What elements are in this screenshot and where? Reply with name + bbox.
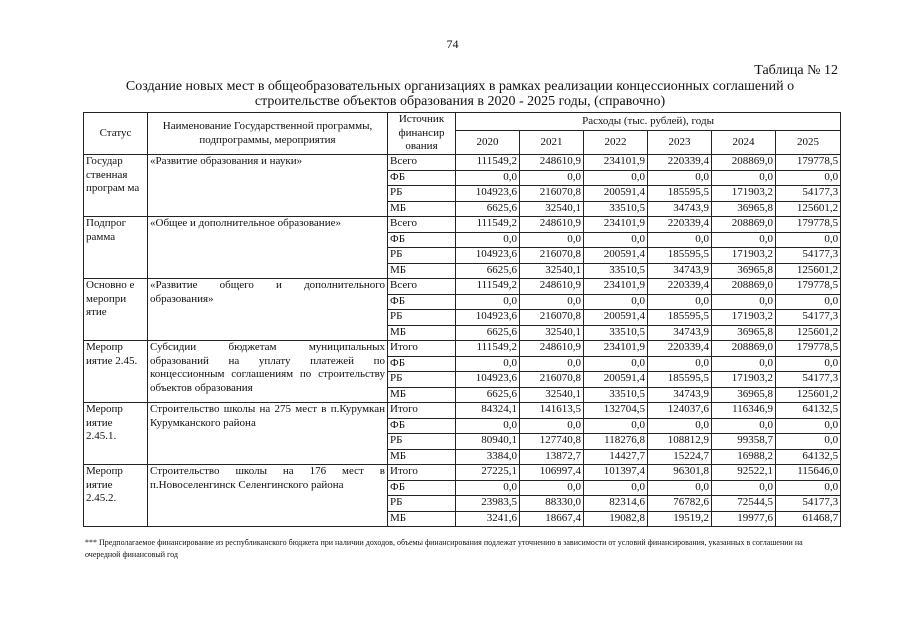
value-cell: 220339,4 — [648, 341, 712, 357]
value-cell: 171903,2 — [712, 372, 776, 388]
table-row — [84, 217, 841, 233]
value-cell: 36965,8 — [712, 325, 776, 341]
value-cell: 200591,4 — [584, 310, 648, 326]
value-cell: 0,0 — [584, 480, 648, 496]
value-cell: 127740,8 — [520, 434, 584, 450]
value-cell: 132704,5 — [584, 403, 648, 419]
value-cell: 54177,3 — [776, 248, 841, 264]
value-cell: 216070,8 — [520, 248, 584, 264]
source-cell: РБ — [388, 372, 456, 388]
value-cell: 216070,8 — [520, 186, 584, 202]
value-cell: 171903,2 — [712, 310, 776, 326]
value-cell: 99358,7 — [712, 434, 776, 450]
value-cell: 36965,8 — [712, 201, 776, 217]
value-cell: 220339,4 — [648, 155, 712, 171]
value-cell: 33510,5 — [584, 263, 648, 279]
source-cell: МБ — [388, 511, 456, 527]
value-cell: 104923,6 — [456, 372, 520, 388]
value-cell: 104923,6 — [456, 186, 520, 202]
table-row — [84, 155, 841, 171]
table-title: Создание новых мест в общеобразовательных организациях в рамках реализации концессионных соглашений о строительстве объектов образования в 2020 - 2025 годы, (справочно) — [125, 79, 795, 109]
value-cell: 54177,3 — [776, 496, 841, 512]
value-cell: 0,0 — [776, 418, 841, 434]
value-cell: 6625,6 — [456, 263, 520, 279]
table-number: Таблица № 12 — [754, 63, 838, 78]
value-cell: 220339,4 — [648, 217, 712, 233]
value-cell: 234101,9 — [584, 341, 648, 357]
value-cell: 6625,6 — [456, 201, 520, 217]
table-row — [84, 279, 841, 295]
value-cell: 3241,6 — [456, 511, 520, 527]
value-cell: 0,0 — [712, 232, 776, 248]
value-cell: 115646,0 — [776, 465, 841, 481]
value-cell: 0,0 — [520, 294, 584, 310]
header-year: 2021 — [520, 131, 584, 155]
value-cell: 0,0 — [776, 294, 841, 310]
value-cell: 208869,0 — [712, 279, 776, 295]
source-cell: МБ — [388, 449, 456, 465]
value-cell: 0,0 — [456, 356, 520, 372]
value-cell: 0,0 — [584, 170, 648, 186]
program-name-cell: «Общее и дополнительное образование» — [148, 217, 388, 279]
header-expenses: Расходы (тыс. рублей), годы — [456, 113, 841, 131]
source-cell: ФБ — [388, 356, 456, 372]
source-cell: ФБ — [388, 480, 456, 496]
value-cell: 0,0 — [776, 170, 841, 186]
value-cell: 0,0 — [712, 170, 776, 186]
source-cell: Итого — [388, 403, 456, 419]
value-cell: 216070,8 — [520, 310, 584, 326]
value-cell: 32540,1 — [520, 387, 584, 403]
value-cell: 116346,9 — [712, 403, 776, 419]
source-cell: ФБ — [388, 418, 456, 434]
source-cell: МБ — [388, 325, 456, 341]
value-cell: 208869,0 — [712, 341, 776, 357]
value-cell: 3384,0 — [456, 449, 520, 465]
value-cell: 185595,5 — [648, 186, 712, 202]
value-cell: 64132,5 — [776, 449, 841, 465]
value-cell: 92522,1 — [712, 465, 776, 481]
value-cell: 0,0 — [648, 294, 712, 310]
value-cell: 104923,6 — [456, 248, 520, 264]
value-cell: 0,0 — [776, 434, 841, 450]
value-cell: 19082,8 — [584, 511, 648, 527]
value-cell: 0,0 — [776, 232, 841, 248]
program-name-cell: Строительство школы на 176 мест в п.Новоселенгинск Селенгинского района — [148, 465, 388, 527]
table-row — [84, 403, 841, 419]
value-cell: 185595,5 — [648, 248, 712, 264]
value-cell: 125601,2 — [776, 387, 841, 403]
program-name-cell: Строительство школы на 275 мест в п.Курумкан Курумканского района — [148, 403, 388, 465]
value-cell: 200591,4 — [584, 372, 648, 388]
value-cell: 19977,6 — [712, 511, 776, 527]
value-cell: 179778,5 — [776, 279, 841, 295]
value-cell: 0,0 — [520, 356, 584, 372]
value-cell: 208869,0 — [712, 155, 776, 171]
value-cell: 32540,1 — [520, 201, 584, 217]
value-cell: 0,0 — [776, 480, 841, 496]
value-cell: 0,0 — [456, 232, 520, 248]
value-cell: 19519,2 — [648, 511, 712, 527]
value-cell: 0,0 — [456, 294, 520, 310]
value-cell: 34743,9 — [648, 263, 712, 279]
table-row — [84, 465, 841, 481]
header-year: 2020 — [456, 131, 520, 155]
source-cell: МБ — [388, 201, 456, 217]
value-cell: 141613,5 — [520, 403, 584, 419]
value-cell: 82314,6 — [584, 496, 648, 512]
value-cell: 0,0 — [584, 232, 648, 248]
source-cell: РБ — [388, 248, 456, 264]
value-cell: 88330,0 — [520, 496, 584, 512]
value-cell: 0,0 — [584, 418, 648, 434]
value-cell: 248610,9 — [520, 279, 584, 295]
header-year: 2023 — [648, 131, 712, 155]
source-cell: МБ — [388, 263, 456, 279]
value-cell: 33510,5 — [584, 325, 648, 341]
value-cell: 234101,9 — [584, 217, 648, 233]
value-cell: 36965,8 — [712, 263, 776, 279]
status-cell: Меропр иятие 2.45.1. — [84, 403, 148, 465]
source-cell: РБ — [388, 434, 456, 450]
status-cell: Меропр иятие 2.45.2. — [84, 465, 148, 527]
value-cell: 36965,8 — [712, 387, 776, 403]
value-cell: 0,0 — [584, 356, 648, 372]
program-name-cell: «Развитие образования и науки» — [148, 155, 388, 217]
value-cell: 34743,9 — [648, 387, 712, 403]
source-cell: РБ — [388, 496, 456, 512]
value-cell: 111549,2 — [456, 279, 520, 295]
value-cell: 72544,5 — [712, 496, 776, 512]
value-cell: 185595,5 — [648, 372, 712, 388]
value-cell: 108812,9 — [648, 434, 712, 450]
value-cell: 248610,9 — [520, 155, 584, 171]
value-cell: 14427,7 — [584, 449, 648, 465]
value-cell: 33510,5 — [584, 201, 648, 217]
value-cell: 6625,6 — [456, 325, 520, 341]
value-cell: 54177,3 — [776, 186, 841, 202]
source-cell: Итого — [388, 465, 456, 481]
value-cell: 179778,5 — [776, 341, 841, 357]
value-cell: 0,0 — [776, 356, 841, 372]
value-cell: 80940,1 — [456, 434, 520, 450]
value-cell: 34743,9 — [648, 201, 712, 217]
source-cell: Всего — [388, 279, 456, 295]
source-cell: МБ — [388, 387, 456, 403]
value-cell: 16988,2 — [712, 449, 776, 465]
value-cell: 125601,2 — [776, 201, 841, 217]
value-cell: 0,0 — [648, 170, 712, 186]
table-row — [84, 341, 841, 357]
status-cell: Меропр иятие 2.45. — [84, 341, 148, 403]
footnote: *** Предполагаемое финансирование из республиканского бюджета при наличии доходов, объемы финансирования подлежат уточнению в зависимости от условий финансирования, указанных в соглашении на очередной финансовый год — [85, 538, 803, 559]
value-cell: 0,0 — [456, 418, 520, 434]
value-cell: 64132,5 — [776, 403, 841, 419]
value-cell: 111549,2 — [456, 155, 520, 171]
status-cell: Подпрог рамма — [84, 217, 148, 279]
value-cell: 111549,2 — [456, 217, 520, 233]
value-cell: 27225,1 — [456, 465, 520, 481]
value-cell: 23983,5 — [456, 496, 520, 512]
value-cell: 104923,6 — [456, 310, 520, 326]
value-cell: 33510,5 — [584, 387, 648, 403]
source-cell: ФБ — [388, 294, 456, 310]
value-cell: 124037,6 — [648, 403, 712, 419]
header-status: Статус — [84, 113, 148, 155]
value-cell: 0,0 — [520, 170, 584, 186]
value-cell: 0,0 — [520, 232, 584, 248]
header-name: Наименование Государственной программы, подпрограммы, мероприятия — [148, 113, 388, 155]
header-year: 2024 — [712, 131, 776, 155]
value-cell: 0,0 — [712, 418, 776, 434]
source-cell: ФБ — [388, 170, 456, 186]
value-cell: 171903,2 — [712, 186, 776, 202]
value-cell: 0,0 — [584, 294, 648, 310]
value-cell: 13872,7 — [520, 449, 584, 465]
status-cell: Основно е меропри ятие — [84, 279, 148, 341]
value-cell: 54177,3 — [776, 310, 841, 326]
value-cell: 111549,2 — [456, 341, 520, 357]
value-cell: 76782,6 — [648, 496, 712, 512]
value-cell: 208869,0 — [712, 217, 776, 233]
value-cell: 0,0 — [648, 480, 712, 496]
value-cell: 179778,5 — [776, 155, 841, 171]
value-cell: 0,0 — [648, 418, 712, 434]
value-cell: 0,0 — [520, 480, 584, 496]
value-cell: 15224,7 — [648, 449, 712, 465]
value-cell: 54177,3 — [776, 372, 841, 388]
value-cell: 61468,7 — [776, 511, 841, 527]
value-cell: 125601,2 — [776, 325, 841, 341]
value-cell: 220339,4 — [648, 279, 712, 295]
value-cell: 32540,1 — [520, 263, 584, 279]
value-cell: 0,0 — [712, 480, 776, 496]
header-year: 2022 — [584, 131, 648, 155]
program-name-cell: Субсидии бюджетам муниципальных образований на уплату платежей по концессионным соглашениям по строительству объектов образования — [148, 341, 388, 403]
value-cell: 34743,9 — [648, 325, 712, 341]
source-cell: ФБ — [388, 232, 456, 248]
value-cell: 185595,5 — [648, 310, 712, 326]
value-cell: 106997,4 — [520, 465, 584, 481]
page-number: 74 — [446, 37, 459, 51]
value-cell: 125601,2 — [776, 263, 841, 279]
value-cell: 248610,9 — [520, 217, 584, 233]
status-cell: Государ ственная програм ма — [84, 155, 148, 217]
source-cell: Всего — [388, 155, 456, 171]
program-name-cell: «Развитие общего и дополнительного образования» — [148, 279, 388, 341]
value-cell: 0,0 — [712, 356, 776, 372]
header-source: Источник финансир ования — [388, 113, 456, 155]
value-cell: 179778,5 — [776, 217, 841, 233]
value-cell: 84324,1 — [456, 403, 520, 419]
value-cell: 0,0 — [648, 356, 712, 372]
value-cell: 18667,4 — [520, 511, 584, 527]
value-cell: 96301,8 — [648, 465, 712, 481]
value-cell: 200591,4 — [584, 248, 648, 264]
source-cell: Итого — [388, 341, 456, 357]
value-cell: 234101,9 — [584, 279, 648, 295]
value-cell: 216070,8 — [520, 372, 584, 388]
source-cell: РБ — [388, 186, 456, 202]
value-cell: 32540,1 — [520, 325, 584, 341]
value-cell: 0,0 — [520, 418, 584, 434]
value-cell: 200591,4 — [584, 186, 648, 202]
value-cell: 0,0 — [456, 480, 520, 496]
table-body — [84, 155, 841, 527]
value-cell: 234101,9 — [584, 155, 648, 171]
value-cell: 6625,6 — [456, 387, 520, 403]
source-cell: РБ — [388, 310, 456, 326]
value-cell: 0,0 — [712, 294, 776, 310]
value-cell: 118276,8 — [584, 434, 648, 450]
value-cell: 0,0 — [456, 170, 520, 186]
value-cell: 171903,2 — [712, 248, 776, 264]
value-cell: 0,0 — [648, 232, 712, 248]
value-cell: 101397,4 — [584, 465, 648, 481]
source-cell: Всего — [388, 217, 456, 233]
financing-table — [83, 112, 841, 527]
header-year: 2025 — [776, 131, 841, 155]
value-cell: 248610,9 — [520, 341, 584, 357]
